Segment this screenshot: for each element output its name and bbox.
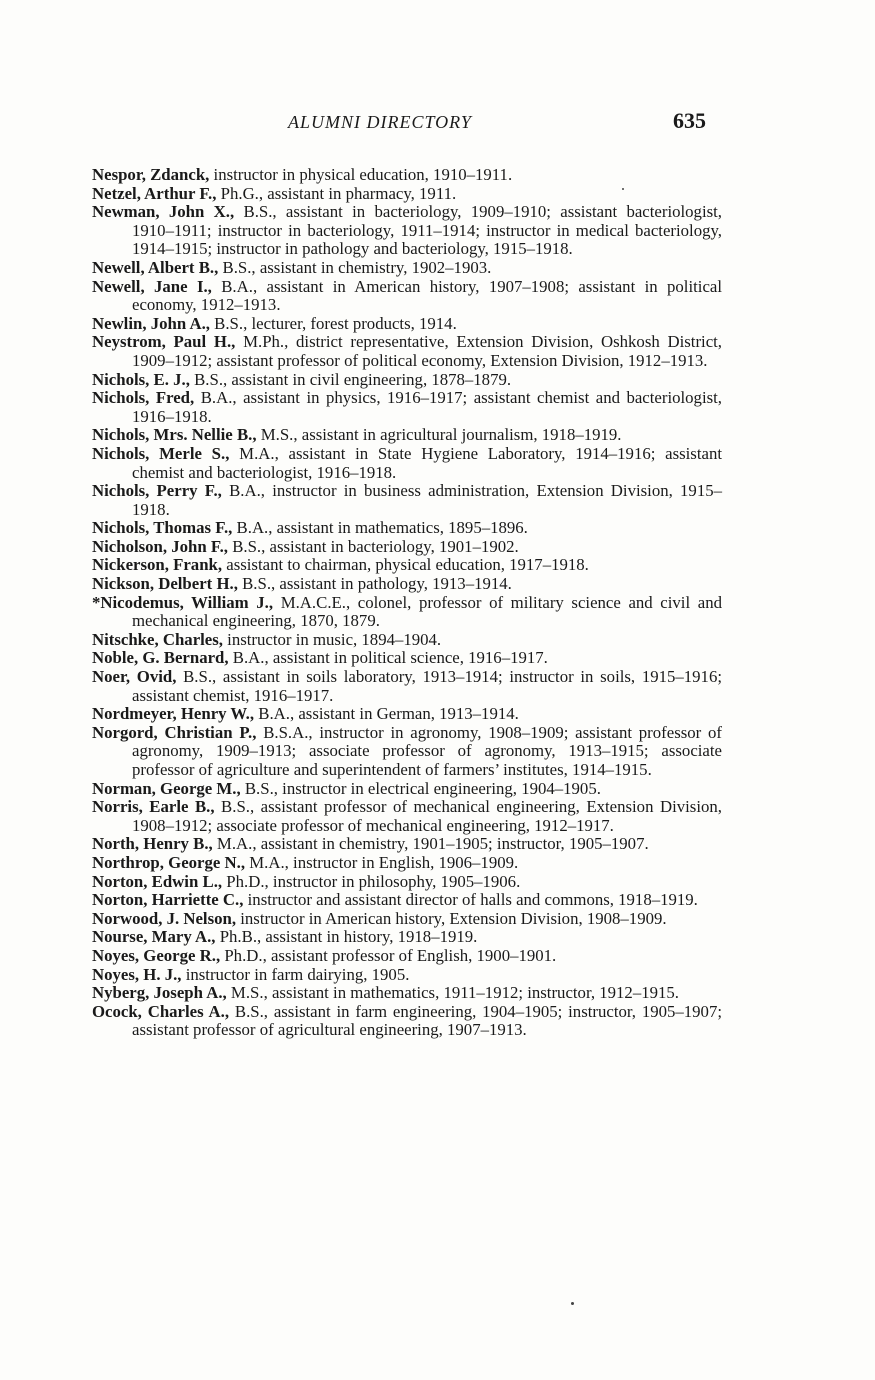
- entry-description: instructor and assistant director of halls and commons, 1918–1919.: [243, 890, 698, 910]
- entry-description: B.S., instructor in electrical engineering, 1904–1905.: [240, 778, 601, 798]
- directory-entry: [92, 315, 722, 334]
- entry-description: B.A., instructor in business administration, Extension Division, 1915–1918.: [132, 481, 722, 519]
- entry-name: Nourse, Mary A.,: [92, 927, 216, 947]
- entry-description: B.S., assistant in bacteriology, 1909–1910; assistant bacteriologist, 1910–1911; instructor in bacteriology, 1911–1914; instructor in medical bacteriology, 1914–1915; instructor in pathology and bacteriology, 1915–1918.: [132, 202, 722, 259]
- entry-description: B.S., assistant in pathology, 1913–1914.: [237, 574, 512, 594]
- directory-entry: [92, 426, 722, 445]
- entry-description: B.A., assistant in political science, 1916–1917.: [228, 648, 548, 668]
- entry-description: instructor in American history, Extension Division, 1908–1909.: [236, 908, 667, 928]
- directory-entries: [92, 166, 722, 1040]
- entry-description: Ph.D., instructor in philosophy, 1905–1906.: [222, 871, 521, 891]
- entry-description: instructor in farm dairying, 1905.: [181, 964, 410, 984]
- directory-entry: [92, 575, 722, 594]
- entry-name: Noyes, H. J.,: [92, 964, 182, 984]
- entry-name: Nitschke, Charles,: [92, 629, 223, 649]
- directory-entry: [92, 649, 722, 668]
- directory-entry: [92, 203, 722, 259]
- print-speck: [622, 188, 624, 190]
- directory-entry: [92, 724, 722, 780]
- directory-entry: [92, 873, 722, 892]
- entry-description: B.A., assistant in American history, 1907–1908; assistant in political economy, 1912–1913.: [132, 276, 722, 315]
- entry-description: M.A., instructor in English, 1906–1909.: [245, 852, 519, 872]
- entry-description: Ph.B., assistant in history, 1918–1919.: [215, 927, 478, 947]
- entry-name: Nicholson, John F.,: [92, 536, 229, 556]
- entry-description: M.A., assistant in State Hygiene Laboratory, 1914–1916; assistant chemist and bacteriologist, 1916–1918.: [132, 443, 722, 482]
- directory-entry: [92, 966, 722, 985]
- directory-entry: [92, 984, 722, 1003]
- entry-name: Nickson, Delbert H.,: [92, 574, 238, 594]
- entry-description: instructor in physical education, 1910–1911.: [209, 165, 513, 184]
- directory-entry: [92, 371, 722, 390]
- entry-name: Newell, Jane I.,: [92, 276, 212, 296]
- directory-entry: [92, 482, 722, 519]
- entry-description: Ph.G., assistant in pharmacy, 1911.: [216, 183, 457, 203]
- running-title: ALUMNI DIRECTORY: [288, 112, 472, 132]
- directory-entry: [92, 185, 722, 204]
- entry-description: M.A.C.E., colonel, professor of military science and civil and mechanical engineering, 1870, 1879.: [132, 592, 722, 631]
- directory-entry: [92, 389, 722, 426]
- entry-name: Neystrom, Paul H.,: [92, 332, 236, 352]
- entry-description: B.S., lecturer, forest products, 1914.: [209, 313, 457, 333]
- directory-entry: [92, 780, 722, 799]
- entry-description: B.A., assistant in physics, 1916–1917; assistant chemist and bacteriologist, 1916–1918.: [132, 388, 722, 426]
- entry-name: Norton, Harriette C.,: [92, 890, 244, 910]
- entry-name: Newell, Albert B.,: [92, 257, 219, 277]
- entry-name: Northrop, George N.,: [92, 852, 246, 872]
- entry-name: Nichols, Perry F.,: [92, 481, 222, 501]
- entry-description: M.A., assistant in chemistry, 1901–1905; instructor, 1905–1907.: [212, 834, 649, 854]
- entry-name: Nichols, Fred,: [92, 388, 195, 408]
- entry-name: North, Henry B.,: [92, 834, 213, 854]
- entry-description: Ph.D., assistant professor of English, 1900–1901.: [220, 945, 557, 965]
- entry-description: B.S., assistant professor of mechanical engineering, Extension Division, 1908–1912; associate professor of mechanical engineering, 1912–1917.: [132, 797, 722, 835]
- entry-name: Newman, John X.,: [92, 202, 235, 222]
- entry-description: M.S., assistant in agricultural journalism, 1918–1919.: [256, 425, 622, 445]
- directory-entry: [92, 631, 722, 650]
- entry-name: Nickerson, Frank,: [92, 555, 223, 575]
- entry-name: Nichols, E. J.,: [92, 369, 190, 389]
- entry-name: Nichols, Mrs. Nellie B.,: [92, 425, 257, 445]
- entry-description: M.Ph., district representative, Extension Division, Oshkosh District, 1909–1912; assistant professor of political economy, Extension Division, 1912–1913.: [132, 332, 723, 370]
- entry-name: Ocock, Charles A.,: [92, 1001, 230, 1021]
- entry-name: Nichols, Thomas F.,: [92, 518, 233, 538]
- running-head: [90, 108, 730, 138]
- entry-name: Norris, Earle B.,: [92, 797, 215, 817]
- directory-entry: [92, 910, 722, 929]
- entry-description: B.S., assistant in chemistry, 1902–1903.: [218, 257, 492, 277]
- directory-entry: [92, 166, 722, 185]
- entry-description: B.S., assistant in farm engineering, 1904–1905; instructor, 1905–1907; assistant professor of agricultural engineering, 1907–1913.: [132, 1001, 722, 1040]
- directory-entry: [92, 1003, 722, 1040]
- entry-description: instructor in music, 1894–1904.: [222, 629, 442, 649]
- directory-entry: [92, 278, 722, 315]
- directory-entry: [92, 668, 722, 705]
- entry-description: B.S., assistant in bacteriology, 1901–1902.: [228, 536, 519, 556]
- directory-entry: [92, 445, 722, 482]
- entry-name: Nordmeyer, Henry W.,: [92, 704, 255, 724]
- entry-name: Newlin, John A.,: [92, 313, 210, 333]
- entry-name: Nespor, Zdanck,: [92, 165, 210, 184]
- directory-entry: [92, 259, 722, 278]
- entry-name: Nichols, Merle S.,: [92, 443, 230, 463]
- entry-name: Norwood, J. Nelson,: [92, 908, 237, 928]
- entry-name: Norman, George M.,: [92, 778, 241, 798]
- entry-description: B.A., assistant in German, 1913–1914.: [254, 704, 519, 724]
- directory-entry: [92, 538, 722, 557]
- directory-entry: [92, 333, 722, 370]
- entry-name: Noyes, George R.,: [92, 945, 221, 965]
- entry-description: assistant to chairman, physical education, 1917–1918.: [222, 555, 589, 575]
- entry-description: M.S., assistant in mathematics, 1911–1912; instructor, 1912–1915.: [226, 983, 679, 1003]
- directory-entry: [92, 705, 722, 724]
- directory-entry: [92, 947, 722, 966]
- entry-name: Norgord, Christian P.,: [92, 722, 257, 742]
- directory-entry: [92, 928, 722, 947]
- directory-entry: [92, 854, 722, 873]
- entry-name: *Nicodemus, William J.,: [92, 592, 274, 612]
- print-speck: [571, 1302, 574, 1305]
- directory-entry: [92, 798, 722, 835]
- entry-description: B.A., assistant in mathematics, 1895–1896.: [232, 518, 528, 538]
- entry-description: B.S., assistant in civil engineering, 1878–1879.: [189, 369, 512, 389]
- page-number: 635: [673, 108, 706, 133]
- directory-entry: [92, 594, 722, 631]
- entry-name: Norton, Edwin L.,: [92, 871, 223, 891]
- directory-entry: [92, 891, 722, 910]
- directory-entry: [92, 519, 722, 538]
- entry-description: B.S., assistant in soils laboratory, 1913–1914; instructor in soils, 1915–1916; assistant chemist, 1916–1917.: [132, 667, 722, 705]
- entry-name: Nyberg, Joseph A.,: [92, 983, 227, 1003]
- entry-name: Netzel, Arthur F.,: [92, 183, 217, 203]
- entry-name: Noble, G. Bernard,: [92, 648, 229, 668]
- entry-name: Noer, Ovid,: [92, 667, 177, 687]
- directory-entry: [92, 556, 722, 575]
- directory-entry: [92, 835, 722, 854]
- entry-description: B.S.A., instructor in agronomy, 1908–1909; assistant professor of agronomy, 1909–1913; associate professor of agronomy, 1913–1915; associate professor of agriculture and superintendent of farmers’ institutes, 1914–1915.: [132, 722, 722, 779]
